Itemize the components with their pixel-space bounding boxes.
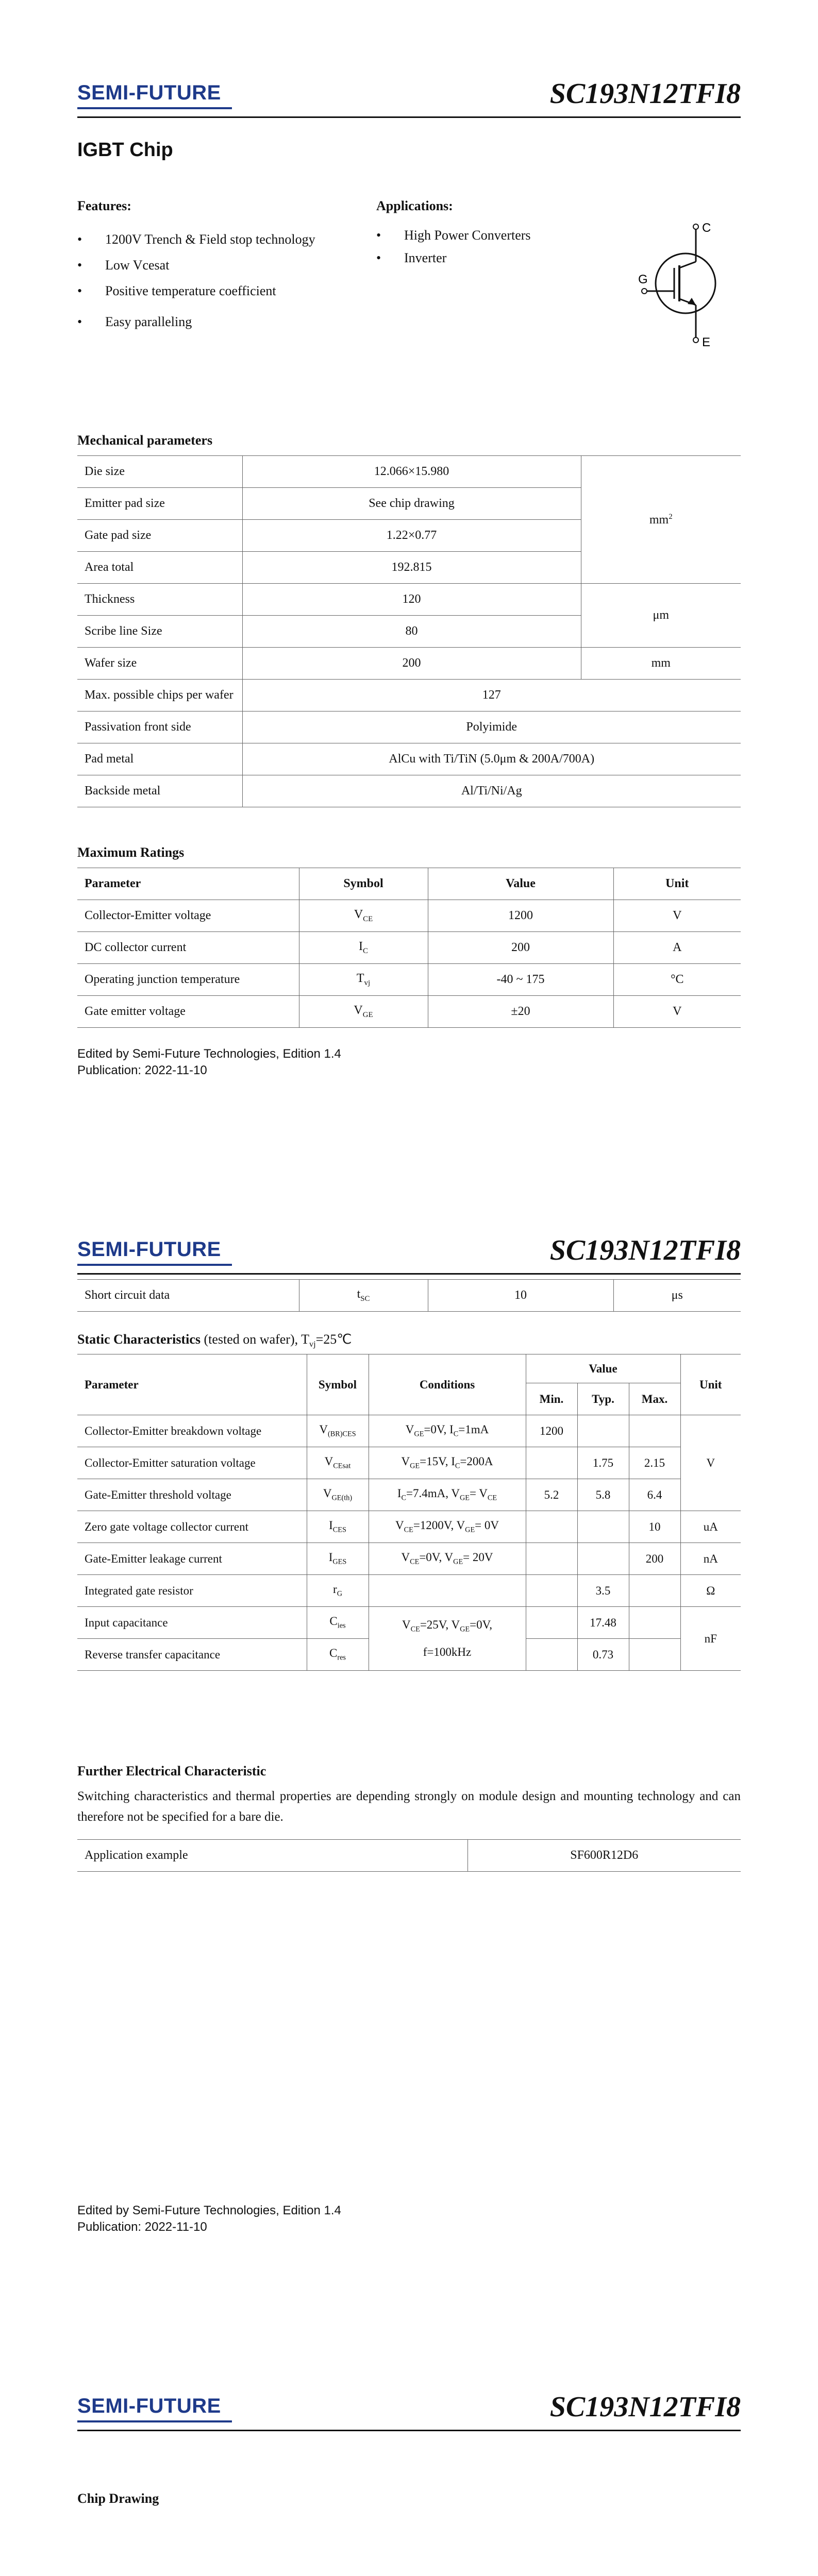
unit-area: $mm^2$ <box>581 456 741 584</box>
table-cell: 5.2 <box>526 1479 577 1511</box>
table-cell <box>526 1511 577 1543</box>
table-cell <box>629 1607 680 1639</box>
further-text: Switching characteristics and thermal properties are depending strongly on module design and mounting technology and can therefore not be specified for a bare die. <box>77 1789 741 1824</box>
table-cell: $V_{GE}=0V$, $I_C=1mA$ <box>369 1415 526 1447</box>
table-cell: nA <box>680 1543 741 1575</box>
table-cell: 5.8 <box>577 1479 629 1511</box>
table-cell: Input capacitance <box>77 1607 307 1639</box>
table-cell: $T_{vj}$ <box>299 964 428 996</box>
table-cell: Passivation front side <box>77 711 242 743</box>
table-row <box>77 456 741 488</box>
table-cell: $C_{ies}$ <box>307 1607 369 1639</box>
chip-drawing-title: Chip Drawing <box>77 2491 159 2506</box>
unit-um: μm <box>581 584 741 648</box>
table-cell: 80 <box>242 616 581 648</box>
header-rule <box>77 1273 741 1275</box>
table-row <box>77 743 741 775</box>
table-cell: Die size <box>77 456 242 488</box>
static-table <box>77 1354 741 1671</box>
table-header-cell: Value <box>526 1354 680 1383</box>
table-cell: 200 <box>428 932 613 964</box>
emitter-label: E <box>702 335 711 349</box>
table-cell <box>526 1607 577 1639</box>
table-cell: $V_{CE}=25V$, $V_{GE}=0V$, f=100kHz <box>369 1607 526 1671</box>
mechanical-table <box>77 455 741 807</box>
table-cell: nF <box>680 1607 741 1671</box>
table-cell <box>526 1543 577 1575</box>
table-row <box>77 996 741 1028</box>
page-footer: Edited by Semi-Future Technologies, Edition 1.4 Publication: 2022-11-10 <box>77 1047 341 1077</box>
table-header-cell: Value <box>428 868 613 900</box>
table-cell: Operating junction temperature <box>77 964 299 996</box>
feature-item: • Low Vcesat <box>77 252 315 278</box>
table-cell: Al/Ti/Ni/Ag <box>242 775 741 807</box>
table-cell: $V_{CE}$ <box>299 900 428 932</box>
table-cell: Gate emitter voltage <box>77 996 299 1028</box>
table-cell: Collector-Emitter saturation voltage <box>77 1447 307 1479</box>
table-cell: V <box>613 900 741 932</box>
model-number: SC193N12TFI8 <box>549 78 741 110</box>
table-row <box>77 900 741 932</box>
table-cell: SF600R12D6 <box>468 1840 741 1872</box>
ratings-table <box>77 868 741 1028</box>
table-cell <box>629 1639 680 1671</box>
table-cell: 12.066×15.980 <box>242 456 581 488</box>
brand-underline <box>77 2420 232 2422</box>
page-header <box>77 1229 741 1275</box>
table-cell: Thickness <box>77 584 242 616</box>
table-cell: $V_{(BR)CES}$ <box>307 1415 369 1447</box>
table-cell: A <box>613 932 741 964</box>
table-cell: $V_{CE}=1200V$, $V_{GE}= 0V$ <box>369 1511 526 1543</box>
table-header-cell: Parameter <box>77 1354 307 1415</box>
table-cell: Gate pad size <box>77 520 242 552</box>
table-cell: $r_G$ <box>307 1575 369 1607</box>
table-header-row <box>77 868 741 900</box>
table-cell: $I_{GES}$ <box>307 1543 369 1575</box>
applications-list <box>376 224 531 269</box>
table-cell <box>526 1447 577 1479</box>
table-cell: uA <box>680 1511 741 1543</box>
page-header <box>77 72 741 118</box>
table-cell: Reverse transfer capacitance <box>77 1639 307 1671</box>
table-cell: Zero gate voltage collector current <box>77 1511 307 1543</box>
brand-logo: SEMI-FUTURE <box>77 1238 221 1261</box>
table-cell: $V_{CE}=0V$, $V_{GE}= 20V$ <box>369 1543 526 1575</box>
table-cell <box>577 1415 629 1447</box>
collector-label: C <box>702 221 711 235</box>
feature-item: • Easy paralleling <box>77 309 315 335</box>
application-table <box>77 1839 741 1872</box>
table-cell: $t_{SC}$ <box>299 1280 428 1312</box>
features-list <box>77 227 315 335</box>
table-cell <box>577 1543 629 1575</box>
header-rule <box>77 116 741 118</box>
table-cell: 1200 <box>428 900 613 932</box>
table-cell: Backside metal <box>77 775 242 807</box>
table-cell: $I_C=7.4mA$, $V_{GE}= V_{CE}$ <box>369 1479 526 1511</box>
unit-mm: mm <box>581 648 741 680</box>
table-cell: Max. possible chips per wafer <box>77 680 242 711</box>
table-cell: Application example <box>77 1840 468 1872</box>
table-row <box>77 1840 741 1872</box>
table-cell: 192.815 <box>242 552 581 584</box>
model-number: SC193N12TFI8 <box>549 1234 741 1266</box>
static-title: Static Characteristics (tested on wafer), $T_{vj}=25℃$ <box>77 1332 352 1349</box>
table-row <box>77 680 741 711</box>
table-cell: 10 <box>629 1511 680 1543</box>
brand-logo: SEMI-FUTURE <box>77 2395 221 2417</box>
table-cell: 17.48 <box>577 1607 629 1639</box>
table-cell: 6.4 <box>629 1479 680 1511</box>
table-cell: 200 <box>629 1543 680 1575</box>
feature-item: • 1200V Trench & Field stop technology <box>77 227 315 252</box>
table-cell: Gate-Emitter threshold voltage <box>77 1479 307 1511</box>
applications-title: Applications: <box>376 198 453 213</box>
igbt-symbol-icon <box>634 216 737 350</box>
brand-underline <box>77 1264 232 1266</box>
table-cell: Area total <box>77 552 242 584</box>
table-row <box>77 1511 741 1543</box>
page-2 <box>0 1157 818 2313</box>
further-title: Further Electrical Characteristic <box>77 1764 266 1778</box>
mechanical-title: Mechanical parameters <box>77 433 213 448</box>
table-row <box>77 1575 741 1607</box>
table-cell: Scribe line Size <box>77 616 242 648</box>
chip-title: IGBT Chip <box>77 139 173 161</box>
table-header-cell: Unit <box>680 1354 741 1415</box>
header-rule <box>77 2430 741 2431</box>
table-cell: 1.22×0.77 <box>242 520 581 552</box>
table-cell: μs <box>613 1280 741 1312</box>
table-cell: Pad metal <box>77 743 242 775</box>
table-header-cell: Symbol <box>299 868 428 900</box>
table-cell: Short circuit data <box>77 1280 299 1312</box>
table-cell: 10 <box>428 1280 613 1312</box>
table-cell <box>526 1575 577 1607</box>
table-cell: 1.75 <box>577 1447 629 1479</box>
model-number: SC193N12TFI8 <box>549 2391 741 2423</box>
table-cell: 0.73 <box>577 1639 629 1671</box>
table-cell: Collector-Emitter breakdown voltage <box>77 1415 307 1447</box>
table-cell: 1200 <box>526 1415 577 1447</box>
table-cell: $V_{GE}$ <box>299 996 428 1028</box>
page-footer: Edited by Semi-Future Technologies, Edition 1.4 Publication: 2022-11-10 <box>77 2204 341 2234</box>
table-row <box>77 584 741 616</box>
page-header <box>77 2385 741 2432</box>
table-row <box>77 964 741 996</box>
table-cell: 120 <box>242 584 581 616</box>
table-cell: Ω <box>680 1575 741 1607</box>
table-header-cell: Max. <box>629 1383 680 1415</box>
table-header-cell: Conditions <box>369 1354 526 1415</box>
table-header-cell: Symbol <box>307 1354 369 1415</box>
application-item: • High Power Converters <box>376 224 531 247</box>
table-cell: V <box>613 996 741 1028</box>
brand-underline <box>77 107 232 109</box>
table-row <box>77 1280 741 1312</box>
table-cell: Gate-Emitter leakage current <box>77 1543 307 1575</box>
table-cell: Integrated gate resistor <box>77 1575 307 1607</box>
brand-logo: SEMI-FUTURE <box>77 81 221 104</box>
table-row <box>77 648 741 680</box>
features-title: Features: <box>77 198 131 213</box>
table-cell: AlCu with Ti/TiN (5.0μm & 200A/700A) <box>242 743 741 775</box>
feature-item: • Positive temperature coefficient <box>77 278 315 304</box>
table-cell: Wafer size <box>77 648 242 680</box>
table-header-row <box>77 1354 741 1383</box>
page-3 <box>0 2313 818 2576</box>
table-cell: Collector-Emitter voltage <box>77 900 299 932</box>
table-row <box>77 1543 741 1575</box>
table-cell: See chip drawing <box>242 488 581 520</box>
table-cell: $C_{res}$ <box>307 1639 369 1671</box>
page-1 <box>0 0 818 1157</box>
table-cell <box>629 1575 680 1607</box>
table-cell: $V_{GE}=15V$, $I_C=200A$ <box>369 1447 526 1479</box>
application-item: • Inverter <box>376 247 531 269</box>
table-cell <box>577 1511 629 1543</box>
table-row <box>77 1479 741 1511</box>
table-cell: $I_C$ <box>299 932 428 964</box>
table-row <box>77 711 741 743</box>
table-cell: °C <box>613 964 741 996</box>
table-cell: $I_{CES}$ <box>307 1511 369 1543</box>
table-cell: 2.15 <box>629 1447 680 1479</box>
ratings-title: Maximum Ratings <box>77 845 185 860</box>
table-header-cell: Parameter <box>77 868 299 900</box>
table-cell: $V_{CEsat}$ <box>307 1447 369 1479</box>
table-header-cell: Typ. <box>577 1383 629 1415</box>
table-cell: ±20 <box>428 996 613 1028</box>
table-cell <box>526 1639 577 1671</box>
table-cell <box>629 1415 680 1447</box>
table-cell: $V_{GE(th)}$ <box>307 1479 369 1511</box>
table-cell <box>369 1575 526 1607</box>
short-circuit-table <box>77 1279 741 1312</box>
table-cell: 127 <box>242 680 741 711</box>
gate-label: G <box>638 273 648 286</box>
table-row <box>77 775 741 807</box>
table-cell: 200 <box>242 648 581 680</box>
table-row <box>77 1415 741 1447</box>
table-header-cell: Unit <box>613 868 741 900</box>
table-cell: DC collector current <box>77 932 299 964</box>
table-row <box>77 932 741 964</box>
table-cell: -40 ~ 175 <box>428 964 613 996</box>
table-header-cell: Min. <box>526 1383 577 1415</box>
table-cell: Polyimide <box>242 711 741 743</box>
table-row <box>77 1447 741 1479</box>
table-cell: Emitter pad size <box>77 488 242 520</box>
table-row <box>77 1607 741 1639</box>
table-cell: V <box>680 1415 741 1511</box>
table-cell: 3.5 <box>577 1575 629 1607</box>
